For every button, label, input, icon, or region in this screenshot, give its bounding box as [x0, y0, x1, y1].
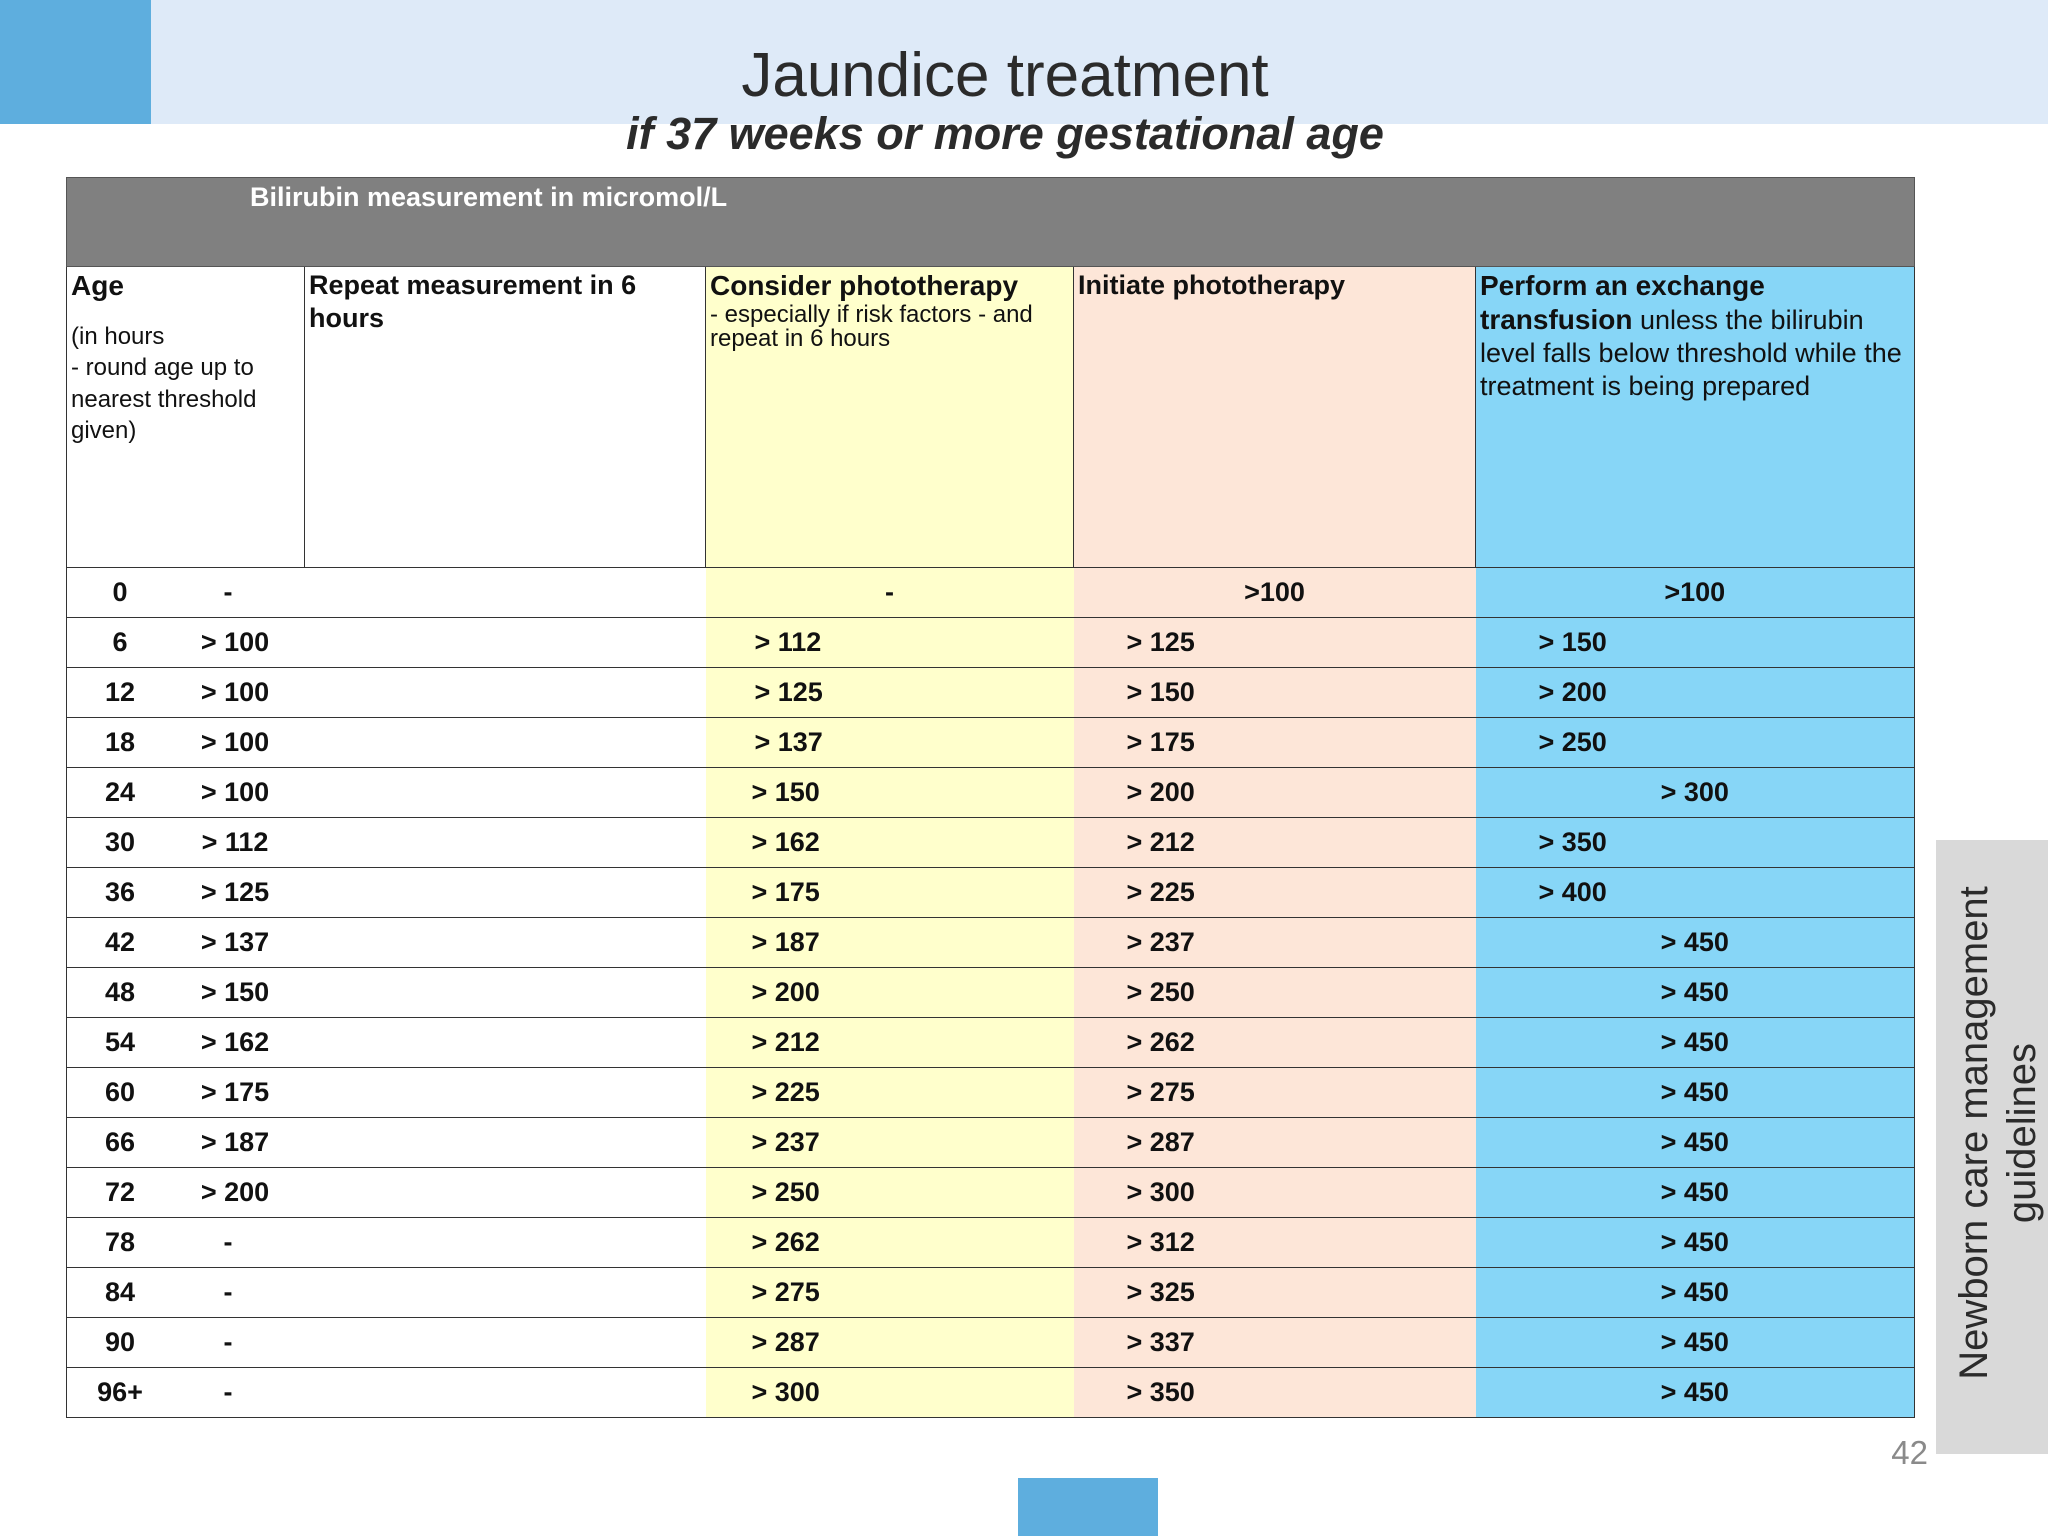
header-age [67, 267, 305, 568]
repeat-cell-value: > 100 [200, 777, 270, 807]
column-header-row [67, 267, 1915, 568]
age-cell-value: 48 [104, 977, 136, 1007]
exchange-cell [1476, 1368, 1915, 1418]
age-cell [67, 818, 305, 868]
initiate-cell [1074, 818, 1476, 868]
initiate-cell [1074, 1118, 1476, 1168]
age-cell [67, 1368, 305, 1418]
exchange-cell [1476, 1318, 1915, 1368]
age-cell [67, 1068, 305, 1118]
age-cell [67, 1268, 305, 1318]
repeat-cell [305, 1268, 706, 1318]
header-initiate: Initiate phototherapy [1074, 267, 1476, 568]
exchange-cell [1476, 1168, 1915, 1218]
page-title: Jaundice treatment [741, 41, 1269, 110]
table-row [67, 668, 1915, 718]
exchange-cell-value: > 450 [1660, 1077, 1729, 1107]
age-cell [67, 718, 305, 768]
initiate-cell-value: > 175 [1126, 727, 1195, 757]
repeat-cell [305, 918, 706, 968]
repeat-cell-value: > 150 [200, 977, 270, 1007]
consider-cell [706, 818, 1074, 868]
header-age-note-line-1: (in hours [71, 323, 165, 351]
initiate-cell [1074, 918, 1476, 968]
exchange-cell-value: > 450 [1660, 1127, 1729, 1157]
repeat-cell [305, 1168, 706, 1218]
consider-cell [706, 1368, 1074, 1418]
repeat-cell [305, 568, 706, 618]
consider-cell [706, 718, 1074, 768]
repeat-cell-value: - [223, 1277, 233, 1307]
initiate-cell-value: > 150 [1126, 677, 1195, 707]
consider-cell [706, 568, 1074, 618]
exchange-cell [1476, 618, 1915, 668]
repeat-cell [305, 668, 706, 718]
age-cell-value: 12 [104, 677, 136, 707]
repeat-cell [305, 1018, 706, 1068]
page-number: 42 [1891, 1434, 1928, 1471]
initiate-cell [1074, 1368, 1476, 1418]
consider-cell-value: > 275 [751, 1277, 820, 1307]
repeat-cell [305, 868, 706, 918]
table-row [67, 1168, 1915, 1218]
jaundice-treatment-table [66, 177, 1914, 1415]
table-row [67, 1268, 1915, 1318]
table-row [67, 1068, 1915, 1118]
age-cell [67, 768, 305, 818]
initiate-cell-value: > 350 [1126, 1377, 1195, 1407]
consider-cell-value: > 112 [754, 627, 822, 657]
initiate-cell-value: > 250 [1126, 977, 1195, 1007]
exchange-cell [1476, 918, 1915, 968]
age-cell [67, 1168, 305, 1218]
consider-cell [706, 1068, 1074, 1118]
repeat-cell [305, 968, 706, 1018]
exchange-cell [1476, 718, 1915, 768]
exchange-cell [1476, 1018, 1915, 1068]
age-cell-value: 72 [104, 1177, 136, 1207]
consider-cell [706, 868, 1074, 918]
initiate-cell-value: > 325 [1126, 1277, 1195, 1307]
exchange-cell-value: > 450 [1660, 1327, 1729, 1357]
exchange-cell [1476, 1218, 1915, 1268]
repeat-cell [305, 768, 706, 818]
initiate-cell [1074, 768, 1476, 818]
exchange-cell-value: > 350 [1538, 827, 1607, 857]
age-cell-value: 0 [112, 577, 128, 607]
age-cell-value: 30 [104, 827, 136, 857]
exchange-cell-value: > 450 [1660, 977, 1729, 1007]
header-consider [706, 267, 1074, 568]
table-row [67, 818, 1915, 868]
age-cell-value: 96+ [97, 1377, 143, 1407]
age-cell-value: 36 [104, 877, 136, 907]
age-cell-value: 6 [112, 627, 128, 657]
consider-cell [706, 1018, 1074, 1068]
exchange-cell-value: > 450 [1660, 1377, 1729, 1407]
age-cell [67, 1218, 305, 1268]
consider-cell [706, 1268, 1074, 1318]
consider-cell-value: > 225 [751, 1077, 820, 1107]
initiate-cell-value: > 275 [1126, 1077, 1195, 1107]
repeat-cell [305, 1068, 706, 1118]
initiate-cell-value: > 312 [1126, 1227, 1195, 1257]
consider-cell-value: - [885, 577, 894, 607]
repeat-cell-value: > 112 [201, 827, 269, 857]
age-cell-value: 24 [104, 777, 136, 807]
table-row [67, 1368, 1915, 1418]
initiate-cell-value: > 337 [1126, 1327, 1195, 1357]
table-row [67, 968, 1915, 1018]
age-cell [67, 1318, 305, 1368]
age-cell [67, 618, 305, 668]
consider-cell-value: > 237 [751, 1127, 820, 1157]
threshold-table [66, 177, 1915, 1418]
initiate-cell [1074, 1168, 1476, 1218]
exchange-cell [1476, 1268, 1915, 1318]
initiate-cell [1074, 1068, 1476, 1118]
repeat-cell-value: - [223, 1227, 233, 1257]
repeat-cell [305, 1118, 706, 1168]
age-cell-value: 66 [104, 1127, 136, 1157]
header-consider-note: - especially if risk factors - and repeat in 6 hours [710, 301, 1033, 353]
table-row [67, 1318, 1915, 1368]
exchange-cell [1476, 568, 1915, 618]
measurement-band-row [67, 178, 1915, 267]
consider-cell [706, 668, 1074, 718]
consider-cell-value: > 175 [751, 877, 820, 907]
table-row [67, 768, 1915, 818]
initiate-cell-value: > 237 [1126, 927, 1195, 957]
repeat-cell-value: > 175 [200, 1077, 270, 1107]
table-row [67, 1118, 1915, 1168]
consider-cell-value: > 262 [751, 1227, 820, 1257]
repeat-cell-value: > 162 [200, 1027, 270, 1057]
consider-cell-value: > 162 [751, 827, 820, 857]
exchange-cell [1476, 1068, 1915, 1118]
header-repeat: Repeat measurement in 6 hours [305, 267, 706, 568]
repeat-cell-value: > 100 [200, 677, 270, 707]
repeat-cell-value: > 100 [200, 727, 270, 757]
initiate-cell-value: > 287 [1126, 1127, 1195, 1157]
consider-cell [706, 768, 1074, 818]
side-tab-label: Newborn care management guidelines [1952, 886, 2044, 1380]
consider-cell [706, 918, 1074, 968]
table-row [67, 1018, 1915, 1068]
consider-cell-value: > 125 [754, 677, 823, 707]
age-cell-value: 54 [104, 1027, 136, 1057]
initiate-cell-value: > 212 [1126, 827, 1195, 857]
header-exchange-note: unless the bilirubin level falls below threshold while the treatment is being prepared [1480, 305, 1902, 402]
exchange-cell-value: > 250 [1538, 727, 1607, 757]
initiate-cell-value: > 300 [1126, 1177, 1195, 1207]
header-age-note-line-2: - round age up to nearest threshold given) [71, 354, 257, 444]
exchange-cell-value: > 450 [1660, 1027, 1729, 1057]
consider-cell-value: > 137 [754, 727, 823, 757]
exchange-cell-value: > 450 [1660, 1277, 1729, 1307]
repeat-cell [305, 1318, 706, 1368]
age-cell [67, 868, 305, 918]
exchange-cell-value: > 200 [1538, 677, 1607, 707]
repeat-cell [305, 718, 706, 768]
initiate-cell [1074, 668, 1476, 718]
repeat-cell [305, 618, 706, 668]
consider-cell [706, 968, 1074, 1018]
initiate-cell-value: > 200 [1126, 777, 1195, 807]
exchange-cell [1476, 1118, 1915, 1168]
header-exchange-title: Perform an exchange transfusion [1480, 270, 1765, 336]
repeat-cell-value: > 137 [200, 927, 270, 957]
repeat-cell-value: > 200 [200, 1177, 270, 1207]
page-subtitle: if 37 weeks or more gestational age [626, 108, 1384, 159]
age-cell [67, 918, 305, 968]
consider-cell [706, 618, 1074, 668]
exchange-cell-value: > 300 [1660, 777, 1729, 807]
initiate-cell [1074, 618, 1476, 668]
header-age-note [71, 321, 300, 446]
exchange-cell-value: > 450 [1660, 927, 1729, 957]
exchange-cell [1476, 868, 1915, 918]
age-cell [67, 568, 305, 618]
repeat-cell-value: - [223, 1377, 233, 1407]
initiate-cell-value: > 225 [1126, 877, 1195, 907]
age-cell [67, 668, 305, 718]
initiate-cell [1074, 968, 1476, 1018]
consider-cell [706, 1118, 1074, 1168]
initiate-cell-value: > 262 [1126, 1027, 1195, 1057]
repeat-cell-value: - [223, 577, 233, 607]
consider-cell-value: > 250 [751, 1177, 820, 1207]
initiate-cell [1074, 1268, 1476, 1318]
header-age-title: Age [71, 270, 124, 301]
age-cell [67, 1118, 305, 1168]
table-row [67, 718, 1915, 768]
consider-cell-value: > 150 [751, 777, 820, 807]
repeat-cell-value: - [223, 1327, 233, 1357]
exchange-cell-value: > 450 [1660, 1177, 1729, 1207]
exchange-cell [1476, 968, 1915, 1018]
consider-cell-value: > 200 [751, 977, 820, 1007]
age-cell-value: 90 [104, 1327, 136, 1357]
initiate-cell [1074, 568, 1476, 618]
age-cell-value: 60 [104, 1077, 136, 1107]
consider-cell-value: > 212 [751, 1027, 820, 1057]
initiate-cell [1074, 1318, 1476, 1368]
initiate-cell [1074, 868, 1476, 918]
consider-cell-value: > 187 [751, 927, 820, 957]
exchange-cell [1476, 768, 1915, 818]
repeat-cell [305, 1368, 706, 1418]
table-row [67, 1218, 1915, 1268]
repeat-cell-value: > 125 [200, 877, 270, 907]
consider-cell-value: > 300 [751, 1377, 820, 1407]
exchange-cell-value: > 400 [1538, 877, 1607, 907]
age-cell-value: 84 [104, 1277, 136, 1307]
initiate-cell-value: > 125 [1126, 627, 1195, 657]
repeat-cell-value: > 100 [200, 627, 270, 657]
consider-cell-value: > 287 [751, 1327, 820, 1357]
header-consider-title: Consider phototherapy [710, 270, 1019, 301]
exchange-cell-value: > 150 [1538, 627, 1607, 657]
repeat-cell [305, 1218, 706, 1268]
age-cell [67, 968, 305, 1018]
repeat-cell-value: > 187 [200, 1127, 270, 1157]
age-cell-value: 78 [104, 1227, 136, 1257]
consider-cell [706, 1318, 1074, 1368]
table-row [67, 618, 1915, 668]
exchange-cell-value: > 450 [1660, 1227, 1729, 1257]
initiate-cell-value: >100 [1244, 577, 1305, 607]
initiate-cell [1074, 1018, 1476, 1068]
header-exchange [1476, 267, 1915, 568]
exchange-cell-value: >100 [1664, 577, 1726, 607]
repeat-cell [305, 818, 706, 868]
measurement-band-label: Bilirubin measurement in micromol/L [67, 178, 1915, 267]
age-cell-value: 42 [104, 927, 136, 957]
age-cell [67, 1018, 305, 1068]
age-cell-value: 18 [104, 727, 136, 757]
table-row [67, 868, 1915, 918]
consider-cell [706, 1218, 1074, 1268]
consider-cell [706, 1168, 1074, 1218]
bottom-accent-block [1018, 1478, 1158, 1536]
initiate-cell [1074, 1218, 1476, 1268]
table-row [67, 918, 1915, 968]
initiate-cell [1074, 718, 1476, 768]
exchange-cell [1476, 818, 1915, 868]
table-row [67, 568, 1915, 618]
exchange-cell [1476, 668, 1915, 718]
